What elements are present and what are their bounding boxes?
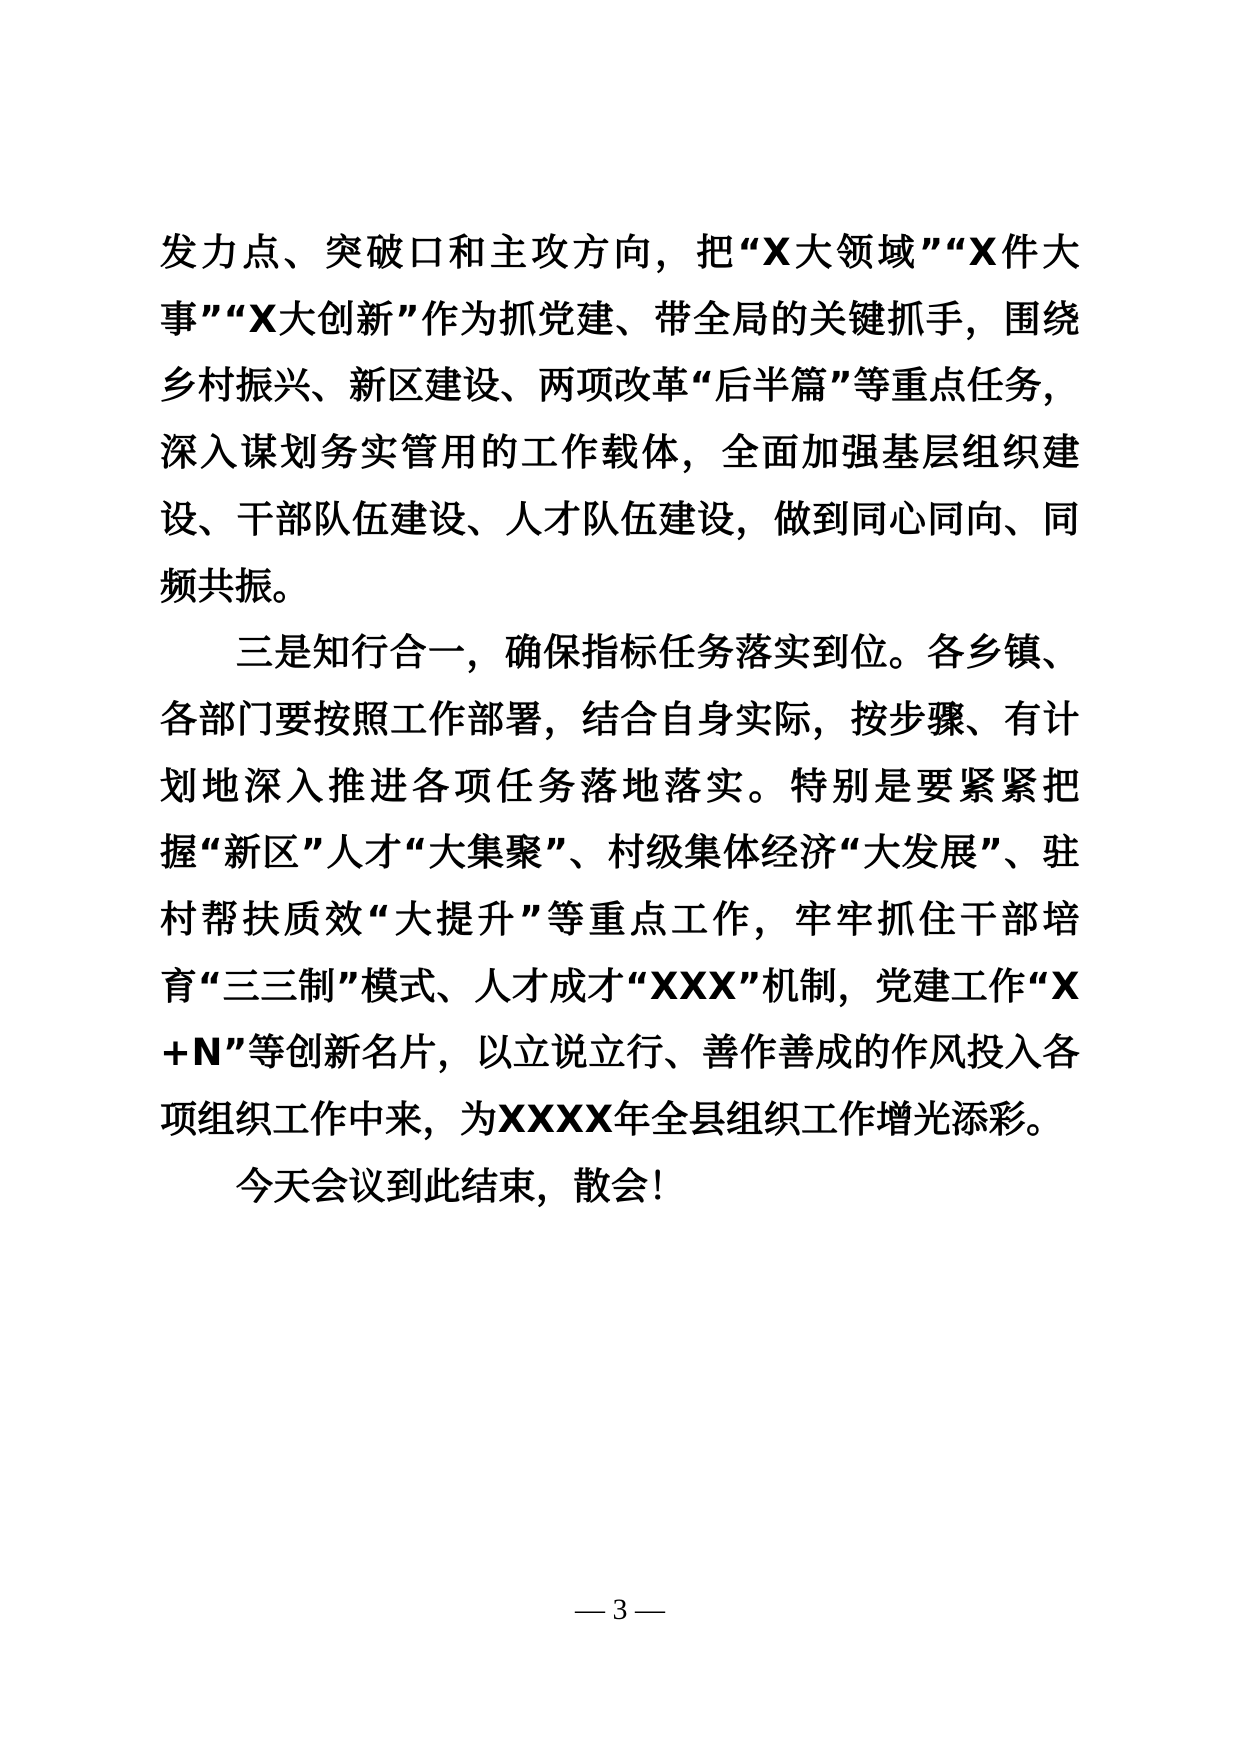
paragraph-1: 发力点、突破口和主攻方向，把“X大领域”“X件大事”“X大创新”作为抓党建、带全局的关键抓手，围绕乡村振兴、新区建设、两项改革“后半篇”等重点任务，深入谋划务实管用的工作载体，全面加强基层组织建设、干部队伍建设、人才队伍建设，做到同心同向、同频共振。 (160, 231, 1080, 608)
document-body (160, 220, 1080, 1221)
paragraph-2: 三是知行合一，确保指标任务落实到位。各乡镇、各部门要按照工作部署，结合自身实际，按步骤、有计划地深入推进各项任务落地落实。特别是要紧紧把握“新区”人才“大集聚”、村级集体经济“大发展”、驻村帮扶质效“大提升”等重点工作，牢牢抓住干部培育“三三制”模式、人才成才“XXX”机制，党建工作“X+N”等创新名片，以立说立行、善作善成的作风投入各项组织工作中来，为XXXX年全县组织工作增光添彩。 (160, 631, 1080, 1142)
paragraph-3: 今天会议到此结束，散会！ (236, 1164, 686, 1208)
page-number: — 3 — (575, 1593, 665, 1626)
